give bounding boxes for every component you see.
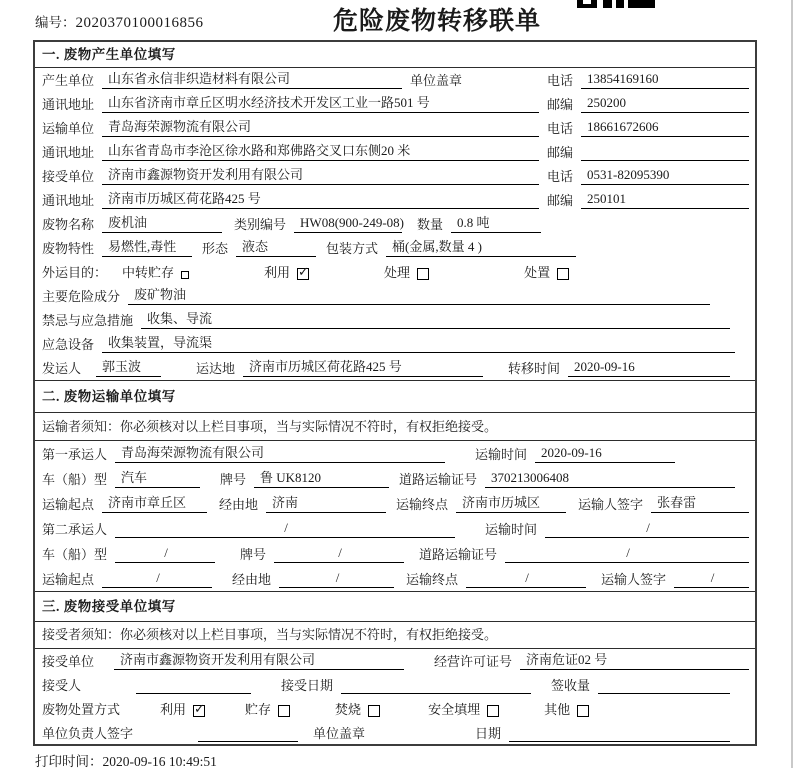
- date-label: 日期: [475, 726, 502, 741]
- equipment-row: [35, 332, 755, 356]
- end1-label: 运输终点: [396, 497, 449, 512]
- transporter-value: 青岛海荣源物流有限公司: [102, 116, 539, 137]
- document-number-value: 2020370100016856: [75, 15, 204, 31]
- measures-label: 禁忌与应急措施: [42, 313, 134, 328]
- dispose-checkbox: [557, 268, 569, 280]
- purpose-option-use: 利用 ✓: [264, 262, 309, 281]
- sign2-value: /: [674, 570, 749, 588]
- plate2-value: /: [274, 545, 404, 563]
- via1-label: 经由地: [219, 497, 259, 512]
- via1-value: 济南: [266, 492, 386, 513]
- permit-label: 经营许可证号: [434, 654, 513, 669]
- vehicle2-label: 车（船）型: [42, 547, 108, 562]
- producer-address-row: [35, 92, 755, 116]
- accept-unit-row: [35, 649, 755, 673]
- producer-zip-value: 250200: [581, 95, 749, 113]
- sign2-label: 运输人签字: [601, 572, 667, 587]
- acceptor-value: [136, 678, 251, 694]
- disposal-label: 废物处置方式: [42, 702, 121, 717]
- acceptor-label: 接受人: [42, 678, 82, 693]
- waste-name-label: 废物名称: [42, 217, 95, 232]
- waste-name-value: 废机油: [102, 212, 222, 233]
- disposal-option-store: 贮存: [245, 699, 290, 718]
- form-value: 液态: [236, 236, 316, 257]
- accept-date-value: [341, 678, 531, 694]
- carrier2-label: 第二承运人: [42, 522, 108, 537]
- shipper-label: 发运人: [42, 361, 82, 376]
- transporter-notice: [35, 413, 755, 441]
- receiver-address-label: 通讯地址: [42, 193, 95, 208]
- carrier1-row: [35, 441, 755, 466]
- hazard-value: 废矿物油: [128, 284, 710, 305]
- shipper-value: 郭玉波: [96, 356, 161, 377]
- character-value: 易燃性,毒性: [102, 236, 192, 257]
- via2-value: /: [279, 570, 394, 588]
- transport-time2-label: 运输时间: [485, 522, 538, 537]
- unit-seal-label: 单位盖章: [313, 726, 366, 741]
- receiver-phone-label: 电话: [547, 169, 574, 184]
- receiver-notice-label: 接受者须知：: [42, 627, 121, 642]
- transfer-time-value: 2020-09-16: [568, 359, 730, 377]
- waste-character-row: [35, 236, 755, 260]
- accept-unit-label: 接受单位: [42, 654, 95, 669]
- transporter-zip-value: [581, 145, 749, 161]
- producer-address-label: 通讯地址: [42, 97, 95, 112]
- transporter-notice-text: 你必须核对以上栏目事项，当与实际情况不符时，有权拒绝接受。: [120, 419, 498, 434]
- document-number: [35, 11, 204, 32]
- quantity-label: 数量: [417, 217, 444, 232]
- disposal-row: [35, 697, 755, 721]
- receiver-notice-text: 你必须核对以上栏目事项，当与实际情况不符时，有权拒绝接受。: [120, 627, 498, 642]
- transport-time2-value: /: [545, 520, 749, 538]
- disposal-burn-checkbox: [368, 705, 380, 717]
- disposal-option-use: 利用 ✓: [160, 699, 205, 718]
- sign1-label: 运输人签字: [578, 497, 644, 512]
- receiver-phone-value: 0531-82095390: [581, 167, 749, 185]
- transporter-notice-label: 运输者须知：: [42, 419, 121, 434]
- transporter-zip-label: 邮编: [547, 145, 574, 160]
- end2-label: 运输终点: [406, 572, 459, 587]
- receiver-zip-value: 250101: [581, 191, 749, 209]
- hazard-label: 主要危险成分: [42, 289, 121, 304]
- transporter-address-row: [35, 140, 755, 164]
- category-value: HW08(900-249-08): [294, 215, 402, 233]
- waste-name-row: [35, 212, 755, 236]
- license1-value: 370213006408: [485, 470, 735, 488]
- producer-row: [35, 68, 755, 92]
- document-number-label: 编号：: [35, 15, 76, 30]
- end1-value: 济南市历城区: [456, 492, 566, 513]
- accept-unit-value: 济南市鑫源物资开发利用有限公司: [114, 649, 404, 670]
- equipment-value: 收集装置，导流渠: [102, 332, 735, 353]
- license1-label: 道路运输证号: [399, 472, 478, 487]
- carrier1-value: 青岛海荣源物流有限公司: [115, 442, 445, 463]
- hazard-row: [35, 284, 755, 308]
- origin1-label: 运输起点: [42, 497, 95, 512]
- responsible-label: 单位负责人签字: [42, 726, 134, 741]
- form-label: 形态: [202, 241, 229, 256]
- transporter-phone-label: 电话: [547, 121, 574, 136]
- manifest-table: [33, 40, 757, 746]
- acceptor-row: [35, 673, 755, 697]
- purpose-row: [35, 260, 755, 284]
- print-time-value: 2020-09-16 10:49:51: [102, 754, 217, 769]
- page-edge-line: [791, 0, 793, 768]
- vehicle2-value: /: [115, 545, 215, 563]
- treat-checkbox: [417, 268, 429, 280]
- receiver-notice: [35, 622, 755, 649]
- receiver-zip-label: 邮编: [547, 193, 574, 208]
- route2-row: [35, 566, 755, 591]
- license2-label: 道路运输证号: [419, 547, 498, 562]
- origin1-value: 济南市章丘区: [102, 492, 207, 513]
- purpose-option-dispose: 处置: [524, 262, 569, 281]
- disposal-option-burn: 焚烧: [335, 699, 380, 718]
- section1-header: 一. 废物产生单位填写: [35, 42, 755, 68]
- responsible-sign-value: [198, 726, 298, 742]
- vehicle1-row: [35, 466, 755, 491]
- sign-qty-label: 签收量: [551, 678, 591, 693]
- vehicle2-row: [35, 541, 755, 566]
- via2-label: 经由地: [232, 572, 272, 587]
- destination-value: 济南市历城区荷花路425 号: [243, 356, 483, 377]
- disposal-store-checkbox: [278, 705, 290, 717]
- disposal-use-checkbox: [193, 705, 205, 717]
- print-time-label: 打印时间：: [35, 754, 103, 769]
- use-checkbox: [297, 268, 309, 280]
- producer-value: 山东省永信非织造材料有限公司: [102, 68, 402, 89]
- transfer-time-label: 转移时间: [508, 361, 561, 376]
- plate1-value: 鲁 UK8120: [254, 467, 389, 488]
- origin2-label: 运输起点: [42, 572, 95, 587]
- measures-value: 收集、导流: [141, 308, 730, 329]
- print-time: [35, 750, 217, 770]
- seal-label: 单位盖章: [410, 73, 463, 88]
- purpose-option-treat: 处理: [384, 262, 429, 281]
- qr-code-fragment-icon: [577, 0, 655, 8]
- permit-value: 济南危证02 号: [520, 649, 749, 670]
- receiver-value: 济南市鑫源物资开发利用有限公司: [102, 164, 539, 185]
- sign1-value: 张春雷: [651, 492, 749, 513]
- producer-phone-value: 13854169160: [581, 71, 749, 89]
- origin2-value: /: [102, 570, 212, 588]
- section3-header: 三. 废物接受单位填写: [35, 591, 755, 622]
- receiver-label: 接受单位: [42, 169, 95, 184]
- measures-row: [35, 308, 755, 332]
- producer-phone-label: 电话: [547, 73, 574, 88]
- receiver-address-row: [35, 188, 755, 212]
- transfer-checkbox: [181, 271, 189, 279]
- carrier2-row: [35, 516, 755, 541]
- page-title: 危险废物转移联单: [333, 8, 542, 35]
- route1-row: [35, 491, 755, 516]
- transport-time1-label: 运输时间: [475, 447, 528, 462]
- sign-qty-value: [598, 678, 730, 694]
- character-label: 废物特性: [42, 241, 95, 256]
- quantity-value: 0.8 吨: [451, 212, 541, 233]
- transport-time1-value: 2020-09-16: [535, 445, 675, 463]
- producer-label: 产生单位: [42, 73, 95, 88]
- vehicle1-value: 汽车: [115, 467, 200, 488]
- section2-header: 二. 废物运输单位填写: [35, 380, 755, 413]
- end2-value: /: [466, 570, 586, 588]
- disposal-option-landfill: 安全填埋: [428, 699, 499, 718]
- transporter-phone-value: 18661672606: [581, 119, 749, 137]
- transporter-row: [35, 116, 755, 140]
- destination-label: 运达地: [196, 361, 236, 376]
- disposal-landfill-checkbox: [487, 705, 499, 717]
- accept-date-label: 接受日期: [281, 678, 334, 693]
- category-label: 类别编号: [234, 217, 287, 232]
- disposal-option-other: 其他: [544, 699, 589, 718]
- vehicle1-label: 车（船）型: [42, 472, 108, 487]
- plate1-label: 牌号: [220, 472, 247, 487]
- receiver-row: [35, 164, 755, 188]
- producer-address-value: 山东省济南市章丘区明水经济技术开发区工业一路501 号: [102, 92, 539, 113]
- transporter-address-label: 通讯地址: [42, 145, 95, 160]
- license2-value: /: [505, 545, 749, 563]
- carrier1-label: 第一承运人: [42, 447, 108, 462]
- purpose-option-transfer: 中转贮存: [122, 262, 189, 281]
- responsible-sign-row: [35, 721, 755, 745]
- equipment-label: 应急设备: [42, 337, 95, 352]
- packing-label: 包装方式: [326, 241, 379, 256]
- shipper-row: [35, 356, 755, 380]
- receiver-address-value: 济南市历城区荷花路425 号: [102, 188, 539, 209]
- plate2-label: 牌号: [240, 547, 267, 562]
- carrier2-value: /: [115, 520, 455, 538]
- transporter-label: 运输单位: [42, 121, 95, 136]
- purpose-label: 外运目的：: [42, 265, 108, 280]
- transporter-address-value: 山东省青岛市李沧区徐水路和郑佛路交叉口东侧20 米: [102, 140, 539, 161]
- packing-value: 桶(金属,数量 4 ): [386, 236, 576, 257]
- producer-zip-label: 邮编: [547, 97, 574, 112]
- disposal-other-checkbox: [577, 705, 589, 717]
- date-value: [509, 726, 730, 742]
